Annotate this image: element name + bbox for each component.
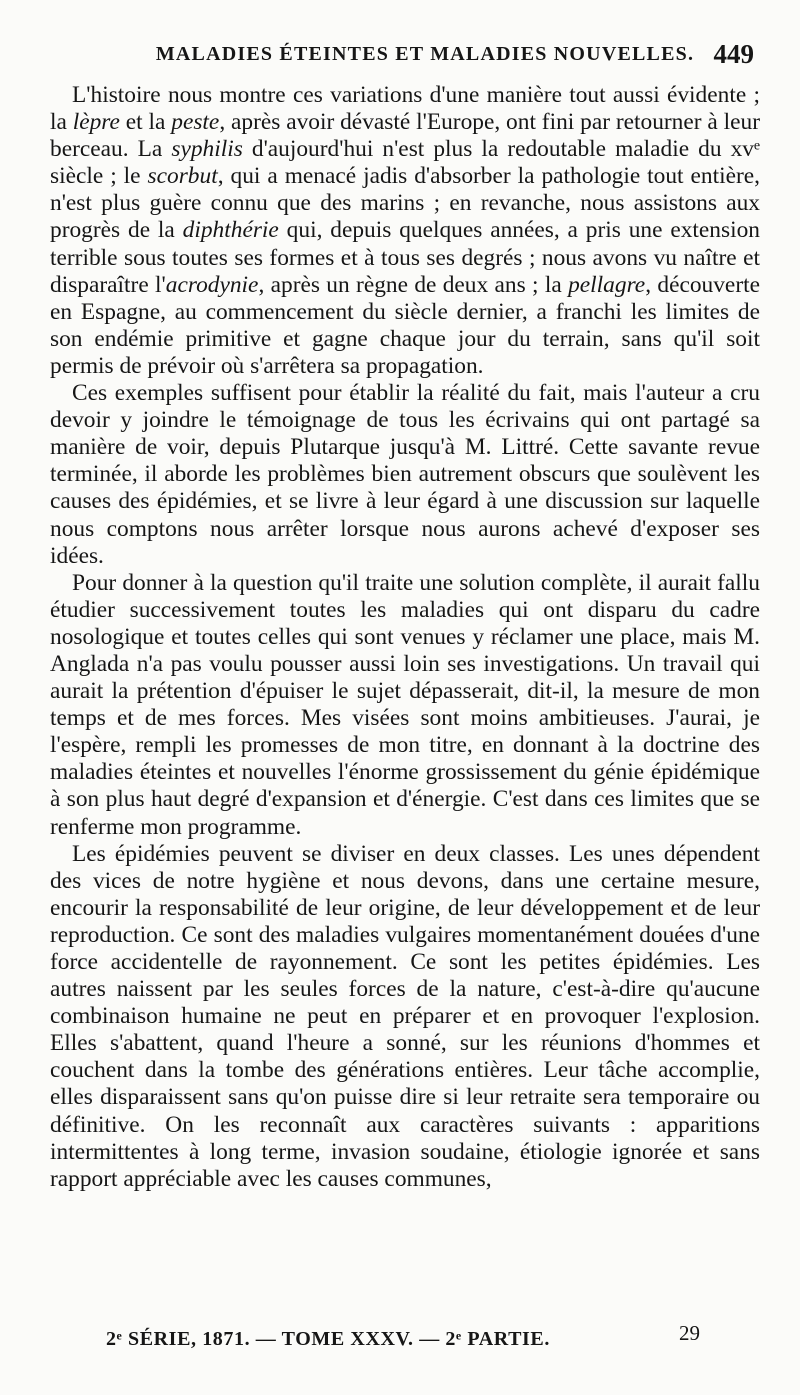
- text-run: Les épidémies peuvent se diviser en deux classes. Les unes dépendent des vices de notre hygiène et nous devons, dans une certaine mesure, encourir la responsabilité de leur origine, de leur développement et de leur reproduction. Ce sont des maladies vulgaires momentanément douées d'une force accidentelle de rayonnement. Ce sont les petites épidémies. Les autres naissent par les seules forces de la nature, c'est-à-dire qu'aucune combinaison humaine ne peut en préparer et en provoquer l'explosion. Elles s'abattent, quand l'heure a sonné, sur les réunions d'hommes et couchent dans la tombe des générations entières. Leur tâche accomplie, elles disparaissent sans qu'on puisse dire si leur retraite sera temporaire ou définitive. On les reconnaît aux caractères suivants : apparitions intermittentes à long terme, invasion soudaine, étiologie ignorée et sans rapport appréciable avec les causes communes,: [50, 840, 760, 1192]
- running-title: MALADIES ÉTEINTES ET MALADIES NOUVELLES.: [155, 43, 695, 65]
- text-run: L'histoire nous montre ces variations d'une manière tout aussi évidente ; la: [50, 82, 760, 136]
- paragraph: [50, 570, 760, 841]
- italic-term: pellagre: [568, 271, 646, 298]
- text-run: , découverte en Espagne, au commencement du siècle dernier, a franchi les limites de son endémie primitive et gagne chaque jour du terrain, sans qu'il soit permis de prévoir où s'arrêtera sa propagation.: [50, 271, 760, 379]
- page-footer: [106, 1322, 700, 1356]
- text-run: , après avoir dévasté l'Europe, ont fini par retourner à leur berceau. La: [50, 109, 760, 163]
- paragraph: [50, 82, 760, 380]
- signature-line: 2ᵉ SÉRIE, 1871. — TOME XXXV. — 2ᵉ PARTIE.: [106, 1328, 550, 1350]
- text-run: , qui a menacé jadis d'absorber la pathologie tout entière, n'est plus guère connu que des marins ; en revanche, nous assistons aux progrès de la: [50, 163, 760, 244]
- italic-term: syphilis: [171, 136, 243, 163]
- italic-term: acrodynie: [165, 271, 259, 298]
- text-run: et la: [119, 109, 172, 136]
- text-run: Pour donner à la question qu'il traite une solution complète, il aurait fallu étudier successivement toutes les maladies qui ont disparu du cadre nosologique et toutes celles qui sont venues y réclamer une place, mais M. Anglada n'a pas voulu pousser aussi loin ses investigations. Un travail qui aurait la prétention d'épuiser le sujet dépasserait, dit-il, la mesure de mon temps et de mes forces. Mes visées sont moins ambitieuses. J'aurai, je l'espère, rempli les promesses de mon titre, en donnant à la doctrine des maladies éteintes et nouvelles l'énorme grossissement du génie épidémique à son plus haut degré d'expansion et d'énergie. C'est dans ces limites que se renferme mon programme.: [50, 569, 760, 840]
- body-text: [50, 82, 760, 1193]
- text-run: d'aujourd'hui n'est plus la redoutable maladie du xvᵉ siècle ; le: [50, 136, 761, 190]
- text-run: , après un règne de deux ans ; la: [258, 271, 569, 298]
- italic-term: diphthérie: [182, 217, 279, 244]
- italic-term: peste: [171, 109, 220, 136]
- sheet-number: 29: [679, 1321, 700, 1345]
- running-header: [50, 32, 760, 76]
- text-run: qui, depuis quelques années, a pris une extension terrible sous toutes ses formes et à tous ses degrés ; nous avons vu naître et disparaître l': [50, 217, 760, 298]
- italic-term: scorbut: [147, 163, 218, 190]
- italic-term: lèpre: [72, 109, 120, 136]
- paragraph: [50, 380, 760, 570]
- page-number: 449: [713, 39, 754, 69]
- paragraph: [50, 841, 760, 1193]
- text-run: Ces exemples suffisent pour établir la réalité du fait, mais l'auteur a cru devoir y joindre le témoignage de tous les écrivains qui ont partagé sa manière de voir, depuis Plutarque jusqu'à M. Littré. Cette savante revue terminée, il aborde les problèmes bien autrement obscurs que soulèvent les causes des épidémies, et se livre à leur égard à une discussion sur laquelle nous comptons nous arrêter lorsque nous aurons achevé d'exposer ses idées.: [50, 380, 760, 569]
